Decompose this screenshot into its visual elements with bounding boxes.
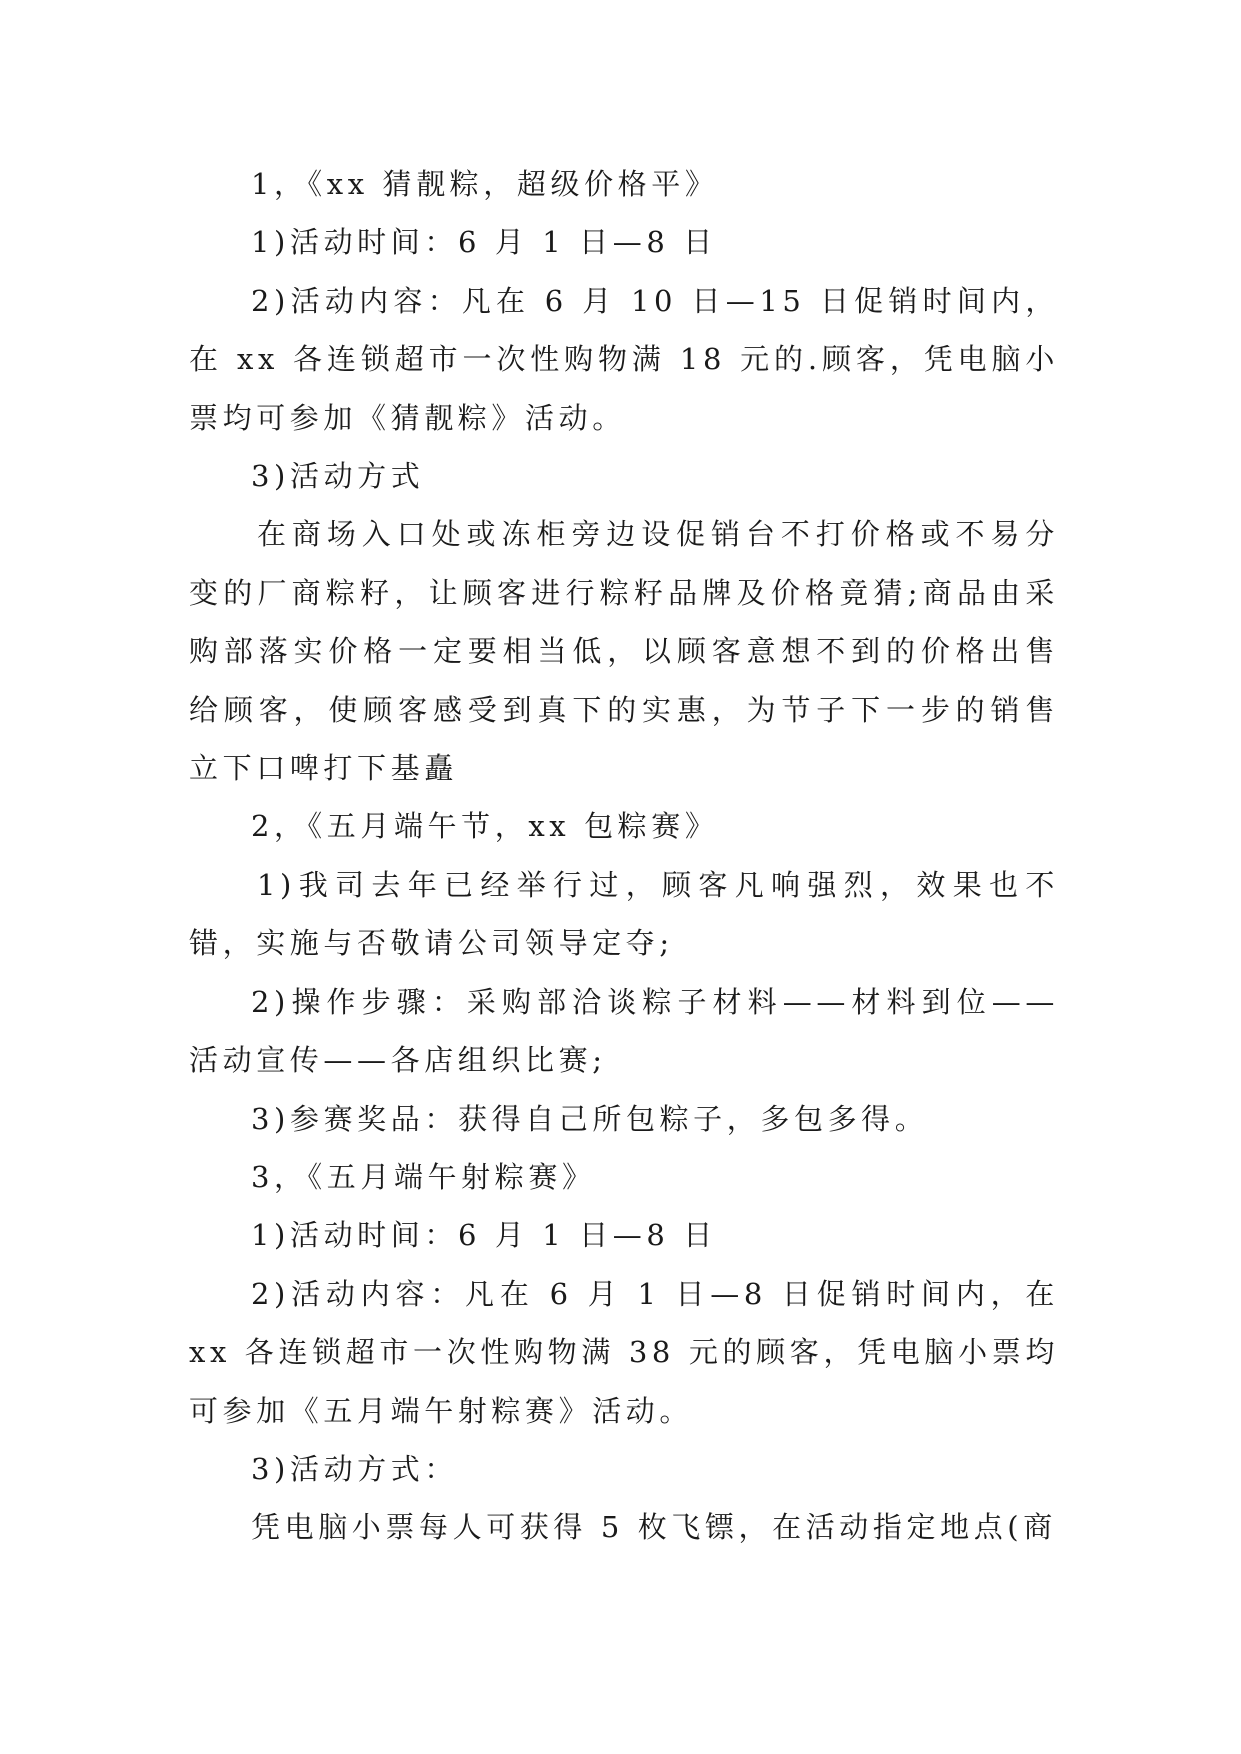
section-heading-1: 1，《xx 猜靓粽，超级价格平》: [251, 167, 719, 201]
paragraph: 3)活动方式：: [251, 1451, 458, 1486]
paragraph: 1)活动时间：6 月 1 日—8 日: [251, 225, 717, 260]
section-heading-2: 2，《五月端午节，xx 包粽赛》: [251, 809, 719, 844]
paragraph: 1)活动时间：6 月 1 日—8 日: [251, 1218, 717, 1253]
paragraph: 凭电脑小票每人可获得 5 枚飞镖，在活动指定地点(商: [251, 1510, 1057, 1545]
paragraph: 3)参赛奖品：获得自己所包粽子，多包多得。: [251, 1101, 929, 1136]
paragraph: 2)活动内容：凡在 6 月 1 日—8 日促销时间内，在 xx 各连锁超市一次性购物满 38 元的顾客，凭电脑小票均可参加《五月端午射粽赛》活动。: [189, 1276, 1073, 1428]
paragraph: 2)活动内容：凡在 6 月 10 日—15 日促销时间内，在 xx 各连锁超市一次性购物满 18 元的.顾客，凭电脑小票均可参加《猜靓粽》活动。: [189, 283, 1059, 435]
document-body: [189, 155, 1073, 1557]
paragraph: 1)我司去年已经举行过，顾客凡响强烈，效果也不错，实施与否敬请公司领导定夺;: [189, 867, 1059, 961]
paragraph: 2)操作步骤：采购部洽谈粽子材料——材料到位——活动宣传——各店组织比赛;: [189, 984, 1059, 1078]
section-heading-3: 3，《五月端午射粽赛》: [251, 1159, 596, 1194]
paragraph: 在商场入口处或冻柜旁边设促销台不打价格或不易分变的厂商粽籽，让顾客进行粽籽品牌及价格竟猜;商品由采购部落实价格一定要相当低，以顾客意想不到的价格出售给顾客，使顾客感受到真下的实惠，为节子下一步的销售立下口啤打下基矗: [189, 517, 1059, 786]
paragraph: 3)活动方式: [251, 459, 425, 494]
